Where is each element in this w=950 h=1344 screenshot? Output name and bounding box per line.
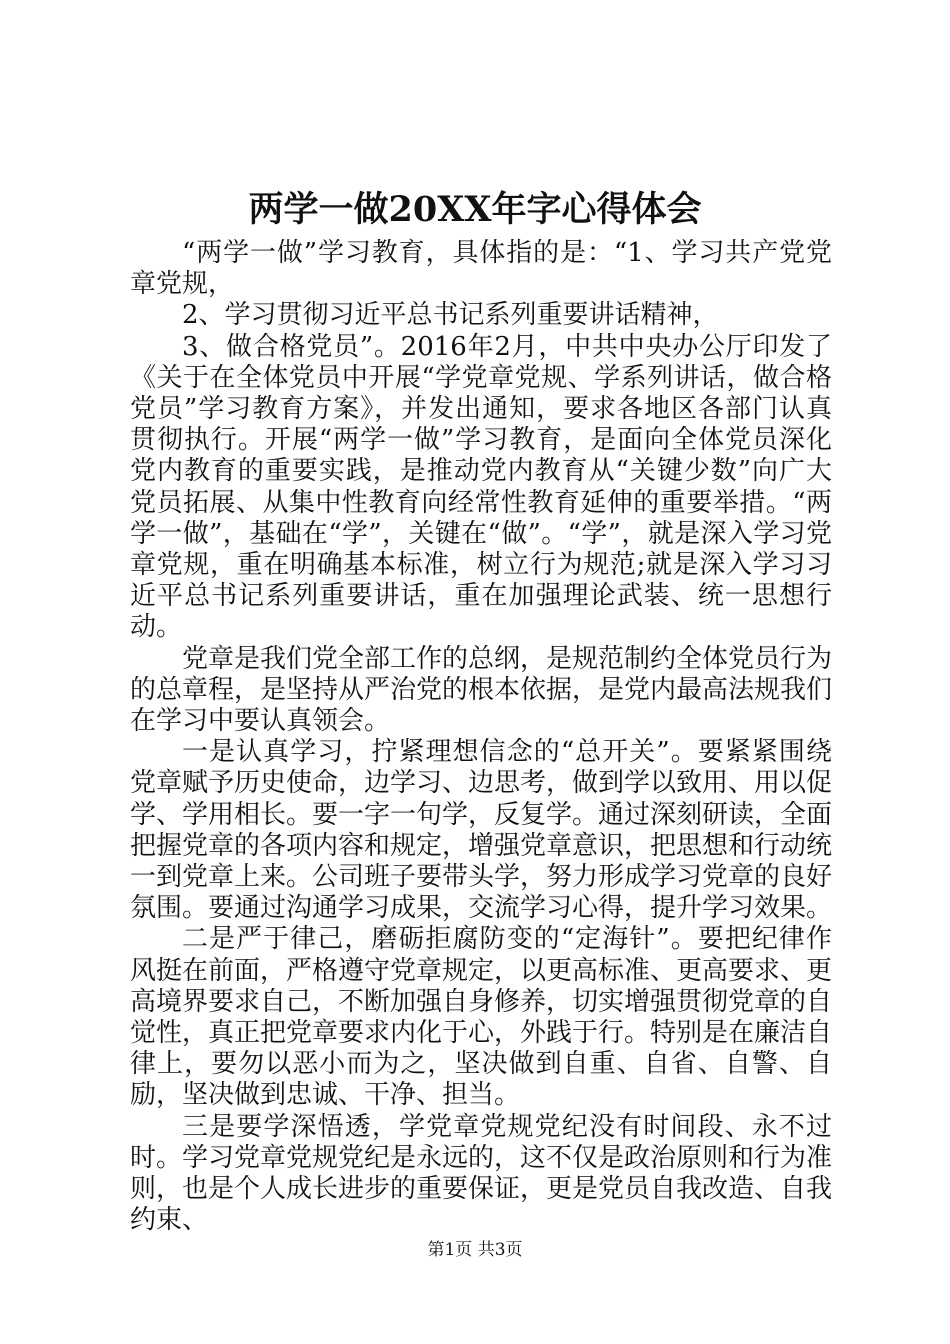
paragraph-point-three: 三是要学深悟透，学党章党规党纪没有时间段、永不过时。学习党章党规党纪是永远的，这不仅是政治原则和行为准则，也是个人成长进步的重要保证，更是党员自我改造、自我约束、 <box>130 1111 833 1236</box>
paragraph-point-one: 一是认真学习，拧紧理想信念的“总开关”。要紧紧围绕党章赋予历史使命，边学习、边思考，做到学以致用、用以促学、学用相长。要一字一句学，反复学。通过深刻研读，全面把握党章的各项内容和规定，增强党章意识，把思想和行动统一到党章上来。公司班子要带头学，努力形成学习党章的良好氛围。要通过沟通学习成果，交流学习心得，提升学习效果。 <box>130 737 833 924</box>
document-title: 两学一做20XX年字心得体会 <box>248 189 702 230</box>
paragraph-intro: “两学一做”学习教育，具体指的是：“1、学习共产党党章党规， <box>130 238 832 300</box>
paragraph-item-3: 3、做合格党员”。2016年2月，中共中央办公厅印发了《关于在全体党员中开展“学党章党规、学系列讲话，做合格党员”学习教育方案》，并发出通知，要求各地区各部门认真贯彻执行。开展“两学一做”学习教育，是面向全体党员深化党内教育的重要实践，是推动党内教育从“关键少数”向广大党员拓展、从集中性教育向经常性教育延伸的重要举措。“两学一做”，基础在“学”，关键在“做”。“学”，就是深入学习党章党规，重在明确基本标准，树立行为规范;就是深入学习习近平总书记系列重要讲话，重在加强理论武装、统一思想行动。 <box>130 331 832 643</box>
paragraph-item-2: 2、学习贯彻习近平总书记系列重要讲话精神， <box>182 300 719 331</box>
document-body <box>130 238 832 1237</box>
page-number-footer: 第1页 共3页 <box>427 1240 523 1260</box>
paragraph-point-two: 二是严于律己，磨砺拒腐防变的“定海针”。要把纪律作风挺在前面，严格遵守党章规定，以更高标准、更高要求、更高境界要求自己，不断加强自身修养，切实增强贯彻党章的自觉性，真正把党章要求内化于心，外践于行。特别是在廉洁自律上，要勿以恶小而为之，坚决做到自重、自省、自警、自励，坚决做到忠诚、干净、担当。 <box>130 924 833 1111</box>
paragraph-party-constitution: 党章是我们党全部工作的总纲，是规范制约全体党员行为的总章程，是坚持从严治党的根本依据，是党内最高法规我们在学习中要认真领会。 <box>130 643 833 737</box>
